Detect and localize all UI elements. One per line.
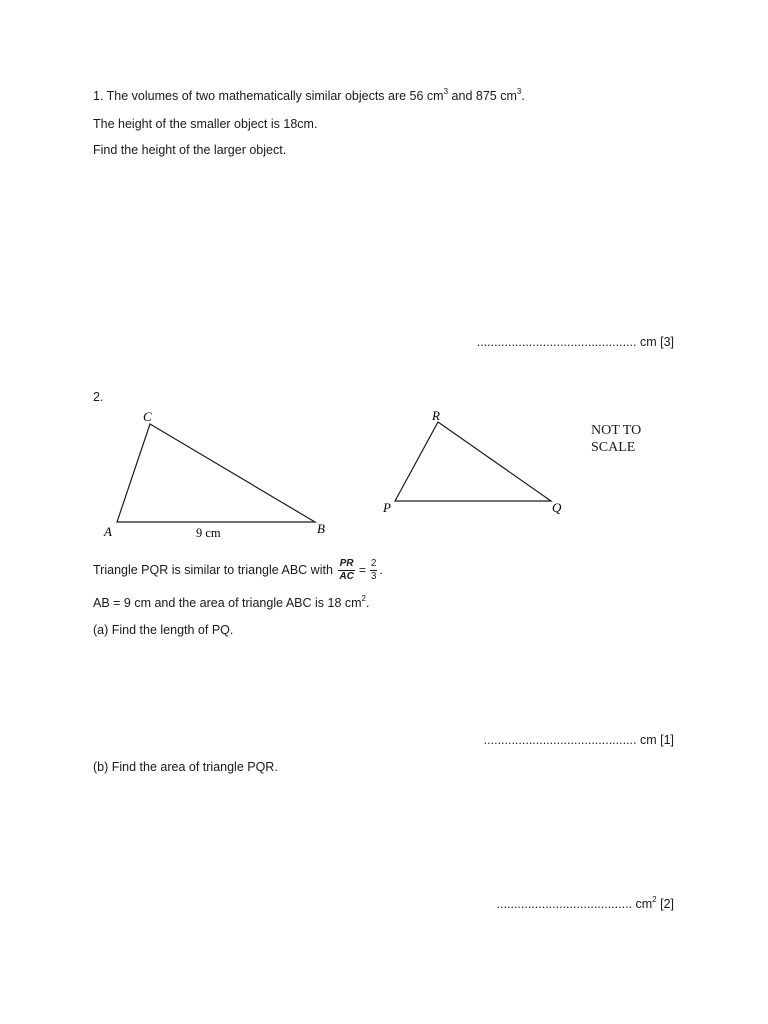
q1-line-1 bbox=[93, 89, 525, 103]
q2-part-b-answer bbox=[497, 897, 674, 911]
q1-answer-dots: .............................................. bbox=[476, 335, 637, 349]
q1-line-1-text: 1. The volumes of two mathematically similar objects are 56 cm bbox=[93, 89, 444, 103]
fraction-ac-denominator: AC bbox=[339, 571, 354, 583]
q2-part-a-unit: cm [1] bbox=[636, 733, 674, 747]
vertex-label-p: P bbox=[383, 500, 391, 515]
q2-part-b-marks: [2] bbox=[656, 897, 674, 911]
q2-area-text: AB = 9 cm and the area of triangle ABC is 18 cm bbox=[93, 596, 362, 610]
fraction-pr-numerator: PR bbox=[339, 558, 354, 570]
fraction-two-numerator: 2 bbox=[370, 558, 377, 570]
triangle-pqr-shape bbox=[395, 422, 551, 501]
q2-part-b-sup: 2 bbox=[652, 895, 657, 904]
q2-similar-end: . bbox=[379, 563, 383, 577]
vertex-label-q: Q bbox=[552, 500, 562, 515]
q2-similar-text: Triangle PQR is similar to triangle ABC with bbox=[93, 563, 337, 577]
q2-similar-statement bbox=[93, 554, 383, 586]
q2-part-a-answer bbox=[484, 733, 674, 747]
q1-line-3: Find the height of the larger object. bbox=[93, 143, 287, 157]
vertex-label-r: R bbox=[432, 408, 440, 423]
q1-answer-unit: cm [3] bbox=[636, 335, 674, 349]
vertex-label-c: C bbox=[143, 409, 152, 424]
q2-part-b-unit: cm bbox=[632, 897, 653, 911]
q1-line-2: The height of the smaller object is 18cm. bbox=[93, 117, 318, 131]
not-to-scale-note: NOT TO SCALE bbox=[591, 423, 642, 455]
side-ab-length-label: 9 cm bbox=[196, 526, 221, 540]
q2-part-b: (b) Find the area of triangle PQR. bbox=[93, 760, 278, 774]
vertex-label-a: A bbox=[104, 524, 112, 539]
q1-line-1-end: . bbox=[521, 89, 525, 103]
q1-line-1-mid: and 875 cm bbox=[448, 89, 517, 103]
triangle-abc bbox=[103, 409, 325, 540]
q2-area-sup: 2 bbox=[361, 594, 366, 603]
fraction-two-thirds bbox=[370, 559, 378, 582]
vertex-label-b: B bbox=[317, 521, 325, 536]
q2-area-end: . bbox=[366, 596, 370, 610]
q2-number: 2. bbox=[93, 390, 104, 404]
fraction-pr-over-ac bbox=[338, 559, 354, 582]
q1-cube-sup-2: 3 bbox=[516, 87, 522, 96]
fraction-three-denominator: 3 bbox=[370, 571, 377, 583]
q1-cube-sup-1: 3 bbox=[443, 87, 449, 96]
triangle-abc-shape bbox=[117, 424, 315, 522]
q2-part-a-dots: ............................................ bbox=[483, 733, 637, 747]
q2-area-statement bbox=[93, 596, 369, 610]
q2-part-a: (a) Find the length of PQ. bbox=[93, 623, 234, 637]
q2-part-b-dots: ....................................... bbox=[496, 897, 633, 911]
equals-sign: = bbox=[358, 563, 366, 577]
q1-answer-line bbox=[477, 335, 674, 349]
triangle-pqr bbox=[382, 408, 562, 515]
